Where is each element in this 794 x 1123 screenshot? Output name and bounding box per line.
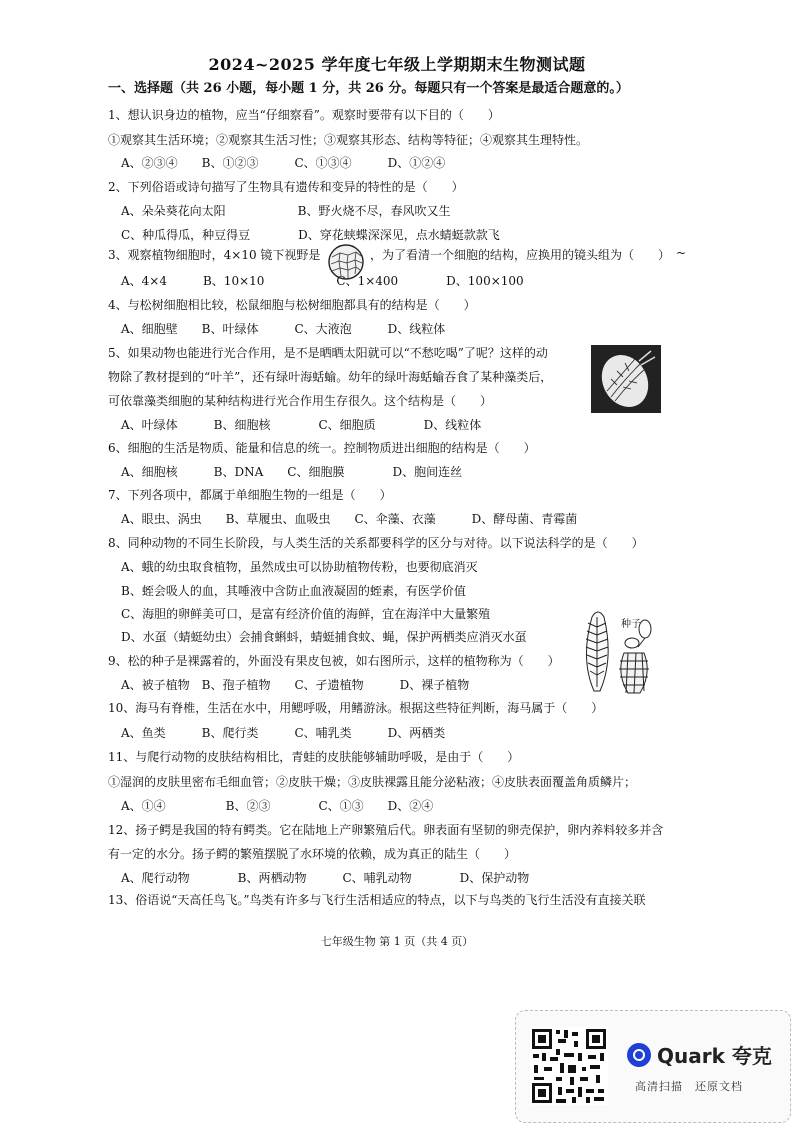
question-3-part-a: 3、观察植物细胞时，4×10 镜下视野是 [108,248,321,262]
question-8-option-c: C、海胆的卵鲜美可口，是富有经济价值的海鲜，宜在海洋中大量繁殖 [121,607,491,621]
question-12-line-1: 12、扬子鳄是我国的特有鳄类。它在陆地上产卵繁殖后代。卵表面有坚韧的卵壳保护，卵内养料较多并含 [108,823,664,837]
question-6: 6、细胞的生活是物质、能量和信息的统一。控制物质进出细胞的结构是（ ） [108,441,536,455]
question-8: 8、同种动物的不同生长阶段，与人类生活的关系都要科学的区分与对待。以下说法科学的是（ ） [108,536,644,550]
pine-cone-seed-figure [574,603,666,695]
question-2-options-cd: C、种瓜得瓜，种豆得豆 D、穿花蛱蝶深深见，点水蜻蜓款款飞 [121,228,500,242]
question-12-line-2: 有一定的水分。扬子鳄的繁殖摆脱了水环境的依赖，成为真正的陆生（ ） [108,847,517,861]
question-12-options: A、爬行动物 B、两栖动物 C、哺乳动物 D、保护动物 [121,871,530,885]
sea-slug-figure [591,345,661,413]
question-8-option-a: A、蛾的幼虫取食植物，虽然成虫可以协助植物传粉，也要彻底消灭 [121,560,478,574]
seed-label: 种子 [621,619,641,630]
question-5-line-1: 5、如果动物也能进行光合作用，是不是晒晒太阳就可以“不愁吃喝”了呢？这样的动 [108,346,548,360]
page-title: 2024~2025 学年度七年级上学期期末生物测试题 [208,55,586,74]
question-5-options: A、叶绿体 B、细胞核 C、细胞质 D、线粒体 [121,418,482,432]
question-3-part-b: ，为了看清一个细胞的结构，应换用的镜头组为（ ） [370,248,671,262]
question-1: 1、想认识身边的植物，应当“仔细察看”。观察时要带有以下目的（ ） [108,108,500,122]
page-footer: 七年级生物 第 1 页（共 4 页） [320,935,474,948]
question-4-options: A、细胞壁 B、叶绿体 C、大液泡 D、线粒体 [121,322,446,336]
question-10-options: A、鱼类 B、爬行类 C、哺乳类 D、两栖类 [121,726,446,740]
quark-brand: Quark 夸克 [657,1044,772,1068]
question-8-option-d: D、水虿（蜻蜓幼虫）会捕食蝌蚪，蜻蜓捕食蚊、蝇，保护两栖类应消灭水虿 [121,630,527,644]
question-7: 7、下列各项中，都属于单细胞生物的一组是（ ） [108,488,392,502]
question-4: 4、与松树细胞相比较，松鼠细胞与松树细胞都具有的结构是（ ） [108,298,476,312]
section-heading: 一、选择题（共 26 小题，每小题 1 分，共 26 分。每题只有一个答案是最适合题意的。） [108,81,629,96]
question-10: 10、海马有脊椎，生活在水中，用鳃呼吸，用鳍游泳。根据这些特征判断，海马属于（ ） [108,701,604,715]
question-3-mark: ~ [676,246,687,260]
question-1-options: A、②③④ B、①②③ C、①③④ D、①②④ [121,156,446,170]
quark-q-icon [627,1043,651,1067]
question-3-options: A、4×4 B、10×10 C、1×400 D、100×100 [121,274,524,288]
question-5-line-3: 可依靠藻类细胞的某种结构进行光合作用生存很久。这个结构是（ ） [108,394,493,408]
question-11-options: A、①④ B、②③ C、①③ D、②④ [121,799,434,813]
qr-code[interactable] [530,1027,608,1105]
question-9: 9、松的种子是裸露着的，外面没有果皮包被，如右图所示，这样的植物称为（ ） [108,654,560,668]
question-5-line-2: 物除了教材提到的“叶羊”，还有绿叶海蛞蝓。幼年的绿叶海蛞蝓吞食了某种藻类后， [108,370,553,384]
question-13: 13、俗语说“天高任鸟飞。”鸟类有许多与飞行生活相适应的特点，以下与鸟类的飞行生活没有直接关联 [108,893,646,907]
question-2: 2、下列俗语或诗句描写了生物具有遗传和变异的特性的是（ ） [108,180,464,194]
question-7-options: A、眼虫、涡虫 B、草履虫、血吸虫 C、伞藻、衣藻 D、酵母菌、青霉菌 [121,512,578,526]
question-6-options: A、细胞核 B、DNA C、细胞膜 D、胞间连丝 [121,465,463,479]
question-1-statements: ①观察其生活环境；②观察其生活习性；③观察其形态、结构等特征；④观察其生理特性。 [108,133,589,147]
quark-slogan: 高清扫描 还原文档 [635,1080,743,1093]
question-11: 11、与爬行动物的皮肤结构相比，青蛙的皮肤能够辅助呼吸，是由于（ ） [108,750,520,764]
question-8-option-b: B、蛭会吸人的血，其唾液中含防止血液凝固的蛭素，有医学价值 [121,584,466,598]
quark-logo [627,1040,772,1069]
question-2-options-ab: A、朵朵葵花向太阳 B、野火烧不尽，春风吹又生 [121,204,451,218]
question-9-options: A、被子植物 B、孢子植物 C、孑遗植物 D、裸子植物 [121,678,470,692]
question-11-statements: ①湿润的皮肤里密布毛细血管；②皮肤干燥；③皮肤裸露且能分泌粘液；④皮肤表面覆盖角质鳞片； [108,775,637,789]
